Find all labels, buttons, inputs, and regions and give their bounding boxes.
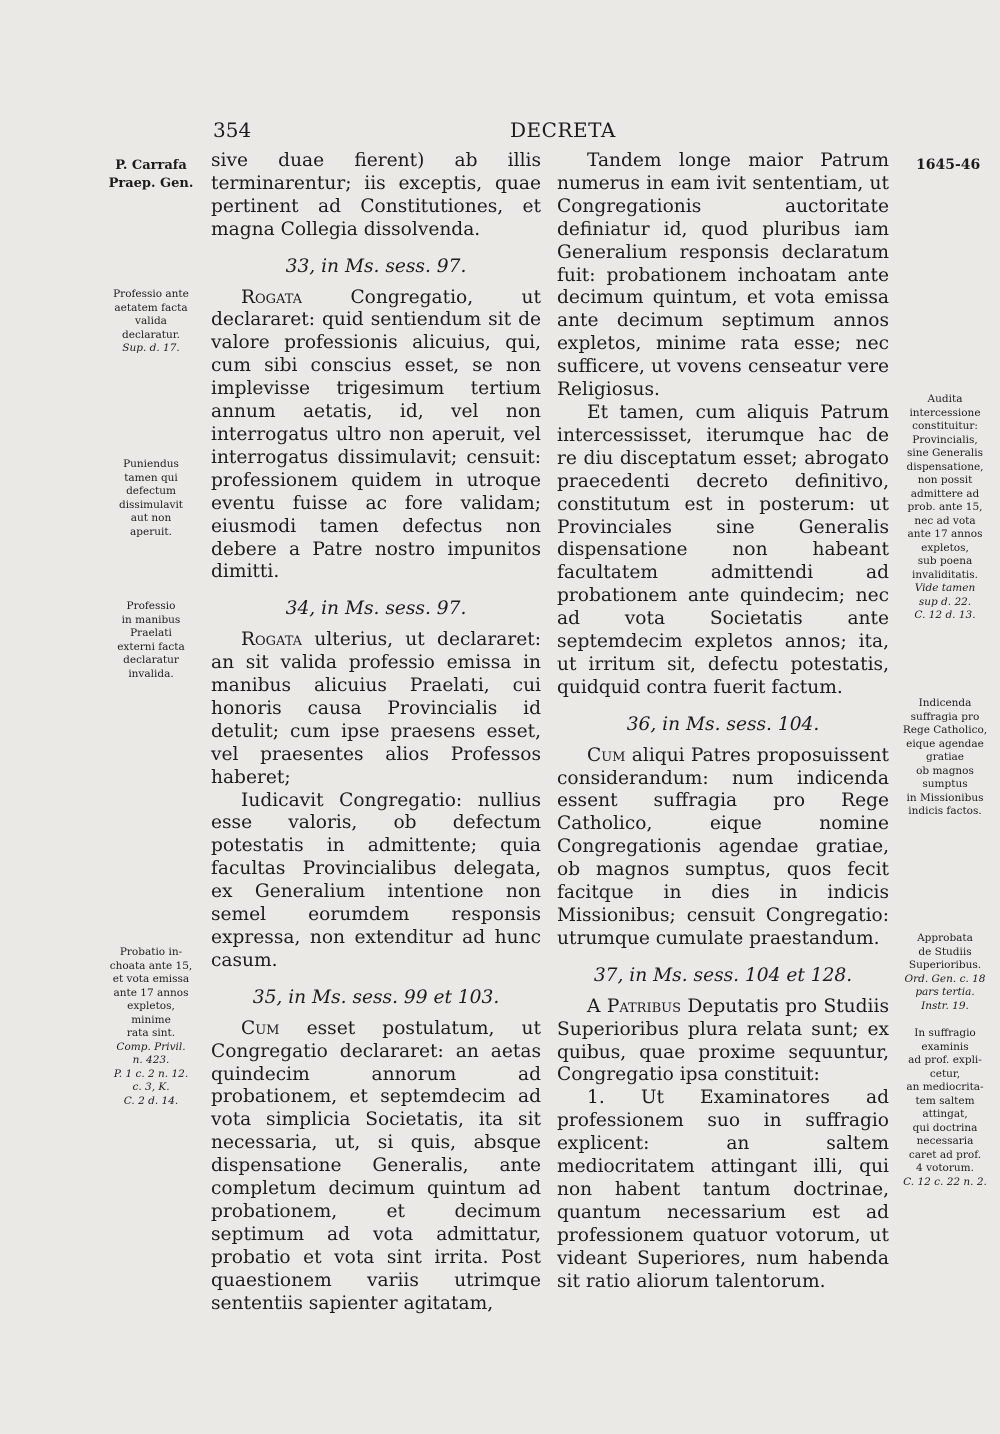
paragraph-tandem: Tandem longe maior Patrum numerus in eam ivit sententiam, ut Congregationis auctoritate definiatur id, quod pluribus iam Generalium responsis declaratum fuit: probationem inchoatam ante decimum quintum, et vota emissa ante decimum septimum annos expletos, minime rata esse; nec sufficere, ut vovens censeatur vere Religiosus. xyxy=(557,150,889,401)
decree-heading-34: 34, in Ms. sess. 97. xyxy=(285,598,467,620)
margin-year: 1645-46 xyxy=(916,157,981,173)
decree-37-item-1: 1. Ut Examinatores ad professionem suo in suffragio explicent: an saltem mediocritatem attingant illi, qui non habent tantum doctrinae, quantum necessarium est ad professionem quatuor votorum, ut videant Superiores, num habenda sit ratio aliorum talentorum. xyxy=(557,1087,889,1292)
margin-note-audita: Audita intercessione constituitur: Provincialis, sine Generalis dispensatione, non possit admittere ad prob. ante 15, nec ad vota ante 17 annos expletos, sub poena invaliditatis. Vide tamen sup d. 22. C. 12 d. 13. xyxy=(906,393,984,621)
margin-note-approbata: Approbata de Studiis Superioribus. Ord. Gen. c. 18 pars tertia. Instr. 19. xyxy=(904,932,986,1012)
decree-34-ruling: Iudicavit Congregatio: nullius esse valoris, ob defectum potestatis in admittente; quia facultas Provincialibus delegata, ex Generalium intentione non semel eorumdem responsis expressa, non extenditur ad hunc casum. xyxy=(211,789,541,971)
decree-34-text: Rogata ulterius, ut declararet: an sit valida professio emissa in manibus alicuius Praelati, cui honoris causa Provincialis id detulit; cum ipse praesens esset, vel praesentes alios Professos haberet; xyxy=(211,629,541,788)
decree-35-text: Cum esset postulatum, ut Congregatio declararet: an aetas quindecim annorum ad probationem, et septemdecim ad vota simplicia Societatis, ita sit necessaria, ut, si quis, absque dispensatione Generalis, ante completum decimum quintum ad probationem, et decimum septimum ad vota admittatur, probatio et vota sint irrita. Post quaestionem variis utrimque sententiis sapienter agitatam, xyxy=(211,1017,541,1314)
margin-note-puniendus: Puniendus tamen qui defectum dissimulavit aut non aperuit. xyxy=(118,458,184,538)
decree-heading-33: 33, in Ms. sess. 97. xyxy=(285,255,467,277)
margin-name: P. Carrafa Praep. Gen. xyxy=(108,158,194,191)
margin-note-professio-invalida: Professio in manibus Praelati externi facta declaratur invalida. xyxy=(117,600,185,680)
paragraph-continued: sive duae fierent) ab illis terminarentur; iis exceptis, quae pertinent ad Constitutiones, et magna Collegia dissolvenda. xyxy=(211,150,541,240)
page-number: 354 xyxy=(213,118,252,142)
decree-heading-37: 37, in Ms. sess. 104 et 128. xyxy=(593,964,853,986)
decree-33-text: Rogata Congregatio, ut declararet: quid sentiendum sit de valore professionis alicuius, qui, cum sibi conscius esset, se non implevisse trigesimum tertium annum aetatis, id, vel non interrogatus ultro non aperuit, vel interrogatus dissimulavit; censuit: professionem quidem in utroque eventu fuisse ac fore validam; eiusmodi tamen defectus non debere a Patre nostro impunitos dimitti. xyxy=(211,286,541,583)
decree-heading-36: 36, in Ms. sess. 104. xyxy=(626,713,820,735)
margin-note-probatio: Probatio in- choata ante 15, et vota emissa ante 17 annos expletos, minime rata sint. Comp. Privil. n. 423. P. 1 c. 2 n. 12. c. 3, K. C. 2 d. 14. xyxy=(109,946,193,1107)
decree-37-text: A Patribus Deputatis pro Studiis Superioribus plura relata sunt; ex quibus, quae proxime sequuntur, Congregatio ipsa constituit: xyxy=(557,995,889,1086)
decree-36-text: Cum aliqui Patres proposuissent considerandum: num indicenda essent suffragia pro Rege Catholico, eique nomine Congregationis agendae gratiae, ob magnos sumptus, quos fecit facitque in dies in indicis Missionibus; censuit Congregatio: utrumque cumulate praestandum. xyxy=(557,744,889,949)
text-column-right xyxy=(557,150,889,1294)
margin-note-professio-valida: Professio ante aetatem facta valida declaratur. Sup. d. 17. xyxy=(113,288,189,354)
paragraph-et-tamen: Et tamen, cum aliquis Patrum intercessisset, iterumque hac de re diu disceptatum esset; abrogato praecedenti decreto definitivo, constitutum est in posterum: ut Provinciales sine Generalis dispensatione non habeant facultatem admittendi ad probationem ante quindecim; nec ad vota Societatis ante septemdecim expletos annos; ita, ut irritum sit, defectu potestatis, quidquid contra fuerit factum. xyxy=(557,401,889,698)
decree-heading-35: 35, in Ms. sess. 99 et 103. xyxy=(252,986,500,1008)
margin-note-indicenda: Indicenda suffragia pro Rege Catholico, eique agendae gratiae ob magnos sumptus in Missionibus indicis factos. xyxy=(902,697,988,817)
running-head: DECRETA xyxy=(510,118,616,142)
text-column-left xyxy=(211,150,541,1316)
page-header xyxy=(0,118,1000,148)
margin-note-suffragio: In suffragio examinis ad prof. expli- cetur, an mediocrita- tem saltem attingat, qui doctrina necessaria caret ad prof. 4 votorum. C. 12 c. 22 n. 2. xyxy=(903,1027,987,1188)
